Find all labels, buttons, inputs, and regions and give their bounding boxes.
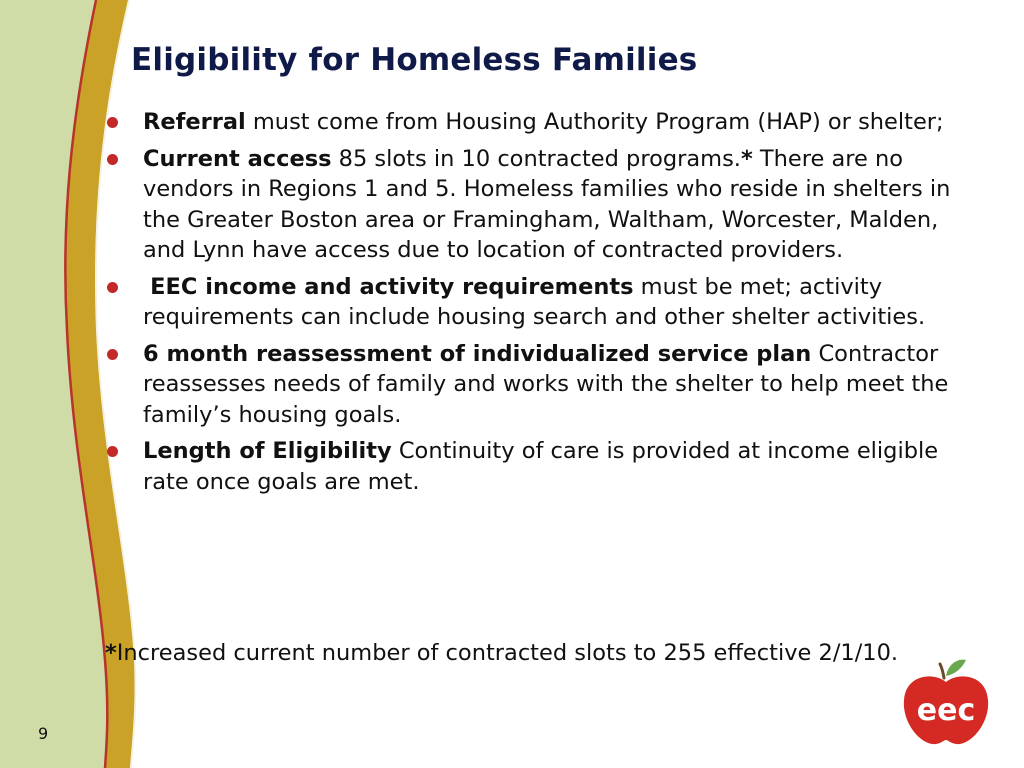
apple-leaf-icon (946, 660, 966, 676)
bullet-text: must come from Housing Authority Program (HAP) or shelter; (245, 109, 944, 135)
eec-apple-logo (896, 654, 996, 748)
bullet-dot-icon (107, 349, 118, 360)
bullet-heading: Length of Eligibility (143, 438, 392, 464)
bullet-dot-icon (107, 446, 118, 457)
bullet-heading: 6 month reassessment of individualized service plan (143, 340, 812, 367)
bullet-dot-icon (107, 282, 118, 293)
asterisk-marker: * (740, 145, 753, 172)
bullet-dot-icon (107, 154, 118, 165)
bullet-dot-icon (107, 117, 118, 128)
footnote-text: Increased current number of contracted slots to 255 effective 2/1/10. (116, 640, 899, 666)
bullet-heading: EEC income and activity requirements (150, 273, 634, 300)
bullet-text-continued: There are no vendors in Regions 1 and 5. Homeless families who reside in shelters in the Greater Boston area or Framingham, Waltham, Worcester, Malden, and Lynn have access due to location of contracted providers. (143, 145, 951, 263)
slide-number: 9 (38, 724, 49, 743)
bullet-item-current-access (104, 144, 984, 266)
footnote-marker: * (105, 640, 117, 666)
slide-title: Eligibility for Homeless Families (131, 42, 698, 78)
bullet-heading: Current access (143, 145, 332, 172)
bullet-text: Contractor reassesses needs of family and works with the shelter to help meet the family’s housing goals. (143, 340, 949, 428)
bullet-text: Continuity of care is provided at income eligible rate once goals are met. (143, 438, 939, 495)
bullet-item-referral (104, 107, 984, 138)
bullet-heading: Referral (143, 109, 246, 135)
logo-text: eec (916, 693, 976, 728)
bullet-text: 85 slots in 10 contracted programs. (331, 145, 741, 172)
footnote (105, 638, 1024, 669)
bullet-item-eec-requirements (104, 272, 984, 333)
bullet-text: must be met; activity requirements can include housing search and other shelter activities. (143, 273, 926, 330)
bullet-list (104, 107, 984, 503)
bullet-item-length-of-eligibility (104, 436, 984, 497)
bullet-item-reassessment (104, 339, 984, 431)
apple-stem-icon (940, 664, 944, 678)
